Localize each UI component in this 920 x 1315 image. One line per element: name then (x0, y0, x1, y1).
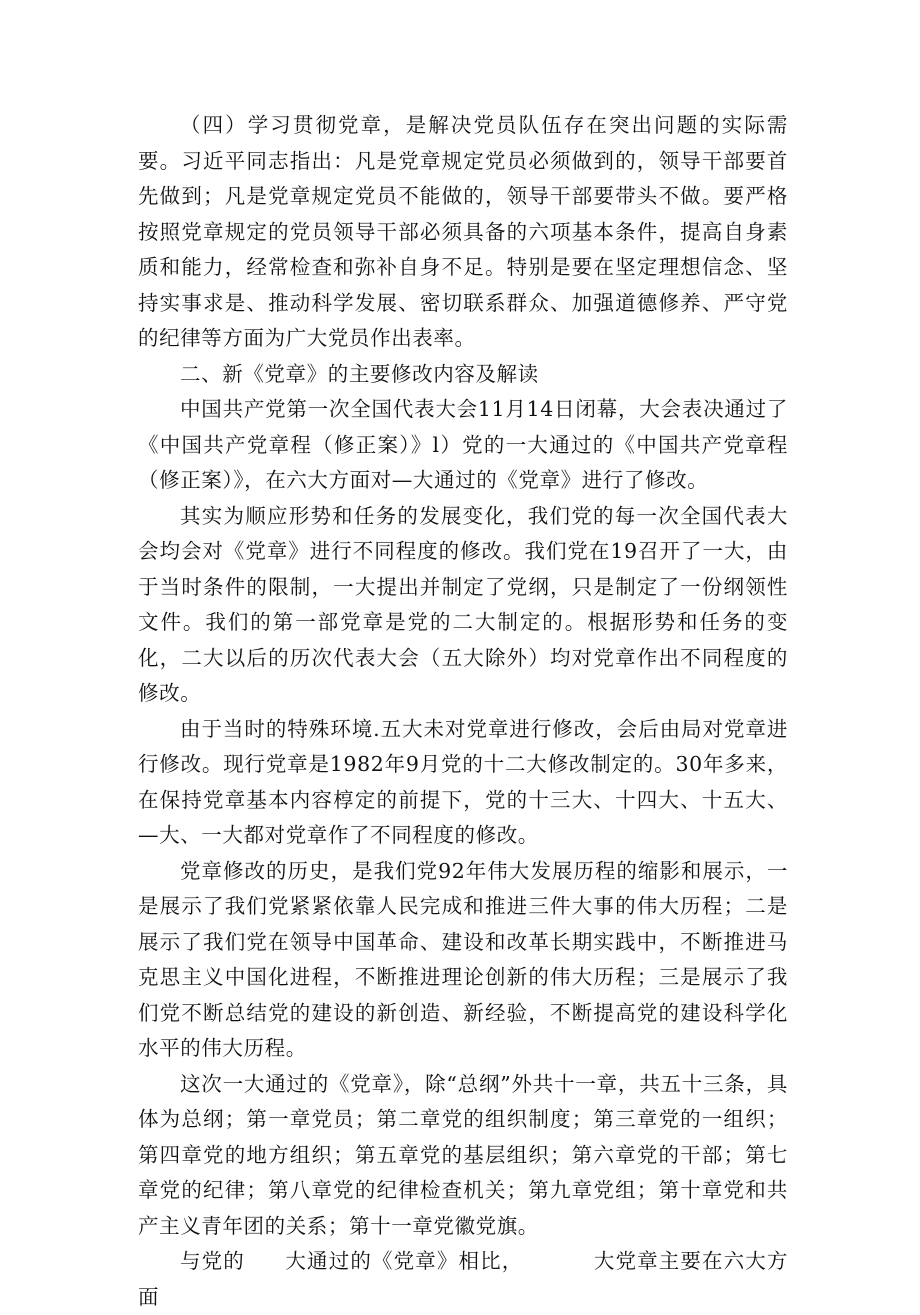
comparison-part-1: 与党的 (180, 1249, 245, 1273)
paragraph-congress-closing: 中国共产党第一次全国代表大会11月14日闭幕，大会表决通过了《中国共产党章程（修正案）》l）党的一大通过的《中国共产党章程（修正案）》，在六大方面对—大通过的《党章》进行了修改。 (138, 397, 788, 492)
paragraph-current-charter: 由于当时的特殊环境.五大未对党章进行修改，会后由局对党章进行修改。现行党章是1982年9月党的十二大修改制定的。30年多来，在保持党章基本内容椁定的前提下，党的十三大、十四大、十五大、—大、一大都对党章作了不同程度的修改。 (138, 716, 788, 847)
paragraph-chapter-structure: 这次一大通过的《党章》，除“总纲”外共十一章，共五十三条，具体为总纲；第一章党员；第二章党的组织制度；第三章党的一组织；第四章党的地方组织；第五章党的基层组织；第六章党的干部；第七章党的纪律；第八章党的纪律检查机关；第九章党组；第十章党和共产主义青年团的关系；第十一章党徽党旗。 (138, 1071, 788, 1238)
section-heading: 二、新《党章》的主要修改内容及解读 (180, 361, 539, 386)
paragraph-historical-significance: 党章修改的历史，是我们党92年伟大发展历程的缩影和展示，一是展示了我们党紧紧依靠人民完成和推进三件大事的伟大历程；二是展示了我们党在领导中国革命、建设和改革长期实践中，不断推进马克思主义中国化进程，不断推进理论创新的伟大历程；三是展示了我们党不断总结党的建设的新创造、新经验，不断提高党的建设科学化水平的伟大历程。 (138, 858, 788, 1060)
document-body (138, 108, 788, 1315)
comparison-part-3: 大党章主要在六大方面 (138, 1249, 788, 1309)
paragraph-revision-history: 其实为顺应形势和任务的发展变化，我们党的每一次全国代表大会均会对《党章》进行不同程度的修改。我们党在19召开了一大，由于当时条件的限制，一大提出并制定了党纲，只是制定了一份纲领性文件。我们的第一部党章是党的二大制定的。根据形势和任务的变化，二大以后的历次代表大会（五大除外）均对党章作出不同程度的修改。 (138, 503, 788, 705)
comparison-part-2: 大通过的《党章》相比， (284, 1249, 524, 1273)
paragraph-section-four: （四）学习贯彻党章，是解决党员队伍存在突出问题的实际需要。习近平同志指出：凡是党章规定党员必须做到的，领导干部要首先做到；凡是党章规定党员不能做的，领导干部要带头不做。要严格按照党章规定的党员领导干部必须具备的六项基本条件，提高自身素质和能力，经常检查和弥补自身不足。特别是要在坚定理想信念、坚持实事求是、推动科学发展、密切联系群众、加强道德修养、严守党的纪律等方面为广大党员作出表率。 (138, 113, 788, 350)
paragraph-comparison (138, 1244, 788, 1315)
